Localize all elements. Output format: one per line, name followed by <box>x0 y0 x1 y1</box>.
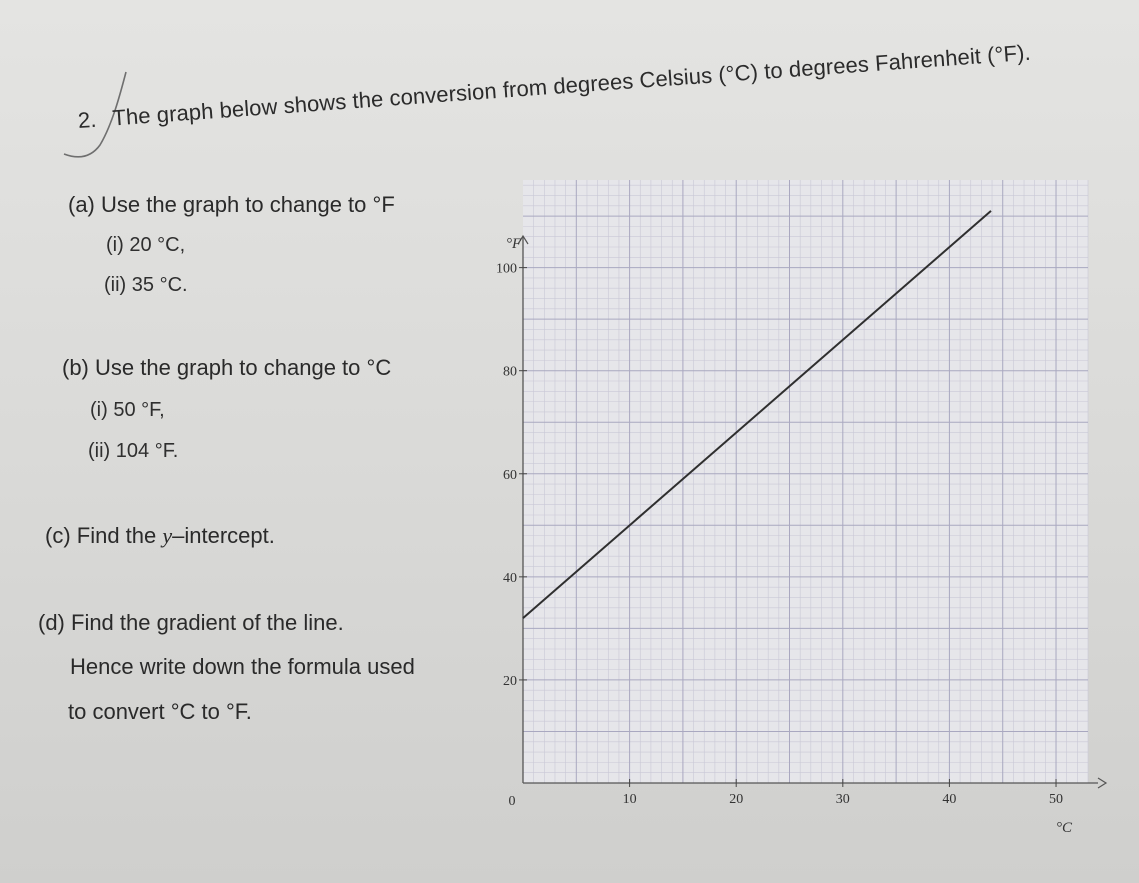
x-tick-label: 50 <box>1049 792 1064 807</box>
origin-label: 0 <box>508 794 516 809</box>
part-c-prefix: (c) Find the <box>45 523 163 548</box>
y-tick-label: 80 <box>503 364 517 380</box>
part-d-line-1: (d) Find the gradient of the line. <box>38 610 344 635</box>
y-tick-label: 60 <box>503 467 517 483</box>
part-a-item-1: (i) 20 °C, <box>106 234 186 256</box>
x-tick-label: 30 <box>835 792 850 807</box>
part-d-line-2: Hence write down the formula used <box>70 654 415 679</box>
part-b-item-1: (i) 50 °F, <box>90 399 165 421</box>
y-tick-label: 20 <box>503 673 517 689</box>
x-axis-arrow <box>1098 778 1106 788</box>
part-b-label: (b) Use the graph to change to °C <box>62 355 392 380</box>
part-d-line-3: to convert °C to °F. <box>68 699 252 724</box>
part-b-item-2: (ii) 104 °F. <box>88 440 179 462</box>
y-tick-label: 100 <box>496 261 517 277</box>
part-a-item-2: (ii) 35 °C. <box>104 274 188 296</box>
part-c-variable: y <box>162 523 173 548</box>
question-number: 2. <box>77 106 98 133</box>
x-tick-label: 10 <box>622 792 637 807</box>
part-a-label: (a) Use the graph to change to °F <box>68 192 395 217</box>
x-axis-unit-label: °C <box>1056 820 1073 836</box>
y-tick-label: 40 <box>503 570 517 586</box>
y-axis-unit-label: °F <box>506 236 522 252</box>
x-tick-label: 20 <box>729 792 744 807</box>
plot-area <box>523 180 1088 783</box>
x-tick-label: 40 <box>942 792 957 807</box>
part-c-suffix: –intercept. <box>172 523 275 548</box>
question-text: The graph below shows the conversion from degrees Celsius (°C) to degrees Fahrenheit (°F). <box>111 39 1032 131</box>
